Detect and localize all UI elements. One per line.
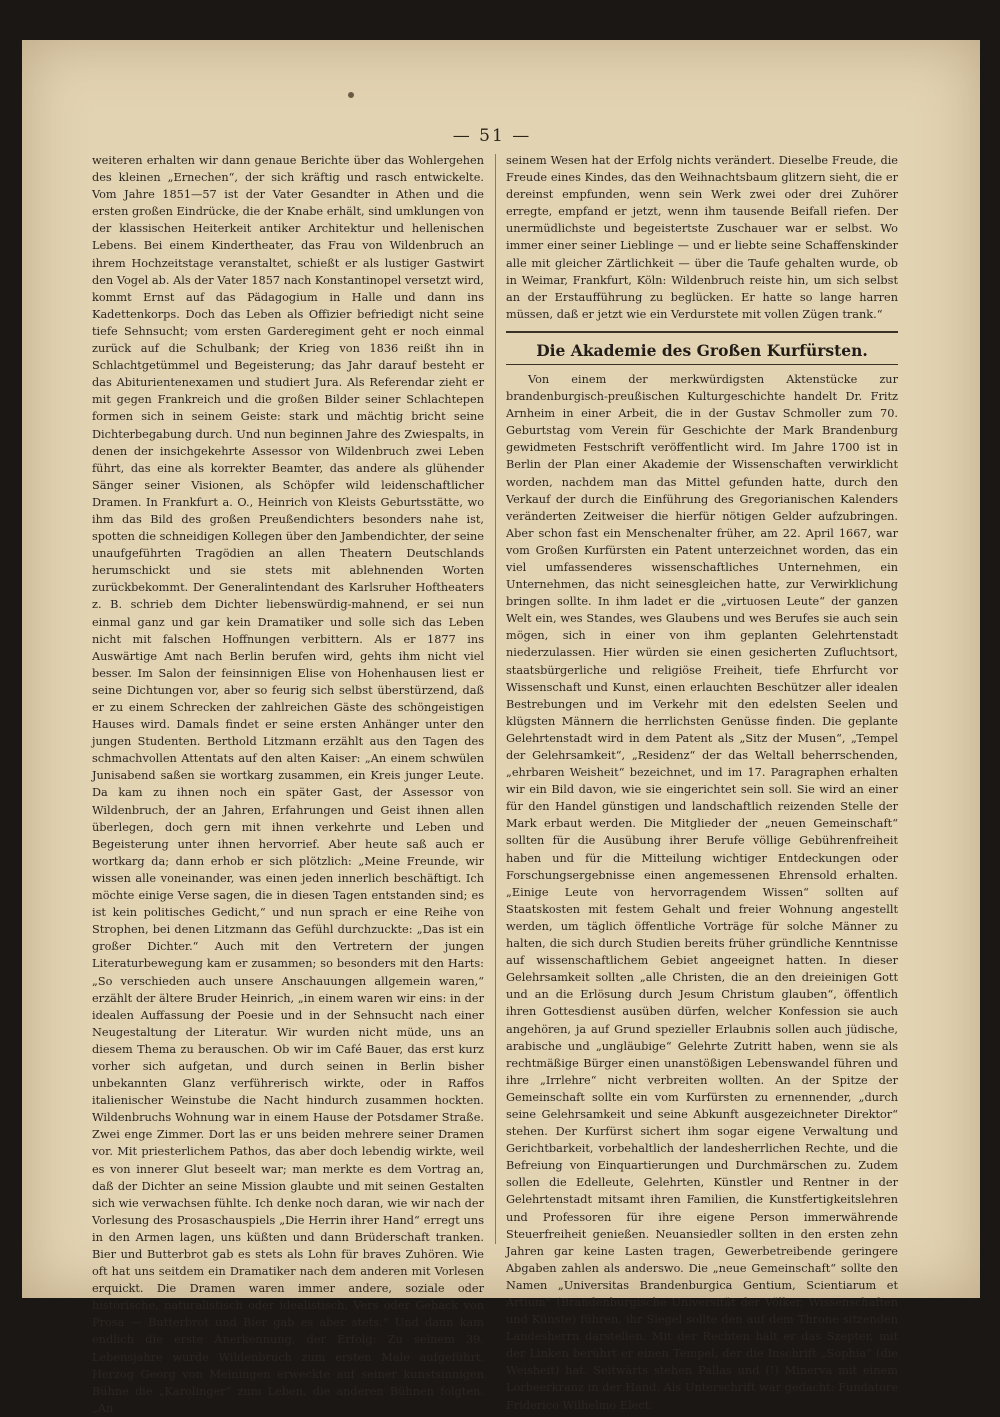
- article-paragraph: Von einem der merkwürdigsten Aktenstücke zur brandenburgisch-preußischen Kulturgeschichte handelt Dr. Fritz Arnheim in einer Arbeit, die in der Gustav Schmoller zum 70. Geburtstag vom Verein für Geschichte der Mark Brandenburg gewidmeten Festschrift veröffentlicht wird. Im Jahre 1700 ist in Berlin der Plan einer Akademie der Wissenschaften verwirklicht worden, nachdem man das Mittel gefunden hatte, durch den Verkauf der durch die Einführung des Gregorianischen Kalenders veränderten Zeitweiser die hierfür nötigen Gelder aufzubringen. Aber schon fast ein Menschenalter früher, am 22. April 1667, war vom Großen Kurfürsten ein Patent unterzeichnet worden, das ein viel umfassenderes wissenschaftliches Unternehmen, ein Unternehmen, das nicht seinesgleichen hatte, zur Verwirklichung bringen sollte. In ihm ladet er die „virtuosen Leute“ der ganzen Welt ein, wes Standes, wes Glaubens und wes Berufes sie auch sein mögen, sich in einer von ihm geplanten Gelehrtenstadt niederzulassen. Hier würden sie einen gesicherten Zufluchtsort, staatsbürgerliche und religiöse Freiheit, tiefe Ehrfurcht vor Wissenschaft und Kunst, einen erlauchten Beschützer aller idealen Bestrebungen und im Verkehr mit den edelsten Seelen und klügsten Männern die herrlichsten Genüsse finden. Die geplante Gelehrtenstadt wird in dem Patent als „Sitz der Musen“, „Tempel der Gelehrsamkeit“, „Residenz“ der das Weltall beherrschenden, „ehrbaren Weisheit“ bezeichnet, und im 17. Paragraphen erhalten wir ein Bild davon, wie sie eingerichtet sein soll. Sie wird an einer für den Handel günstigen und landschaftlich reizenden Stelle der Mark erbaut werden. Die Mitglieder der „neuen Gemeinschaft“ sollten für die Ausübung ihrer Berufe völlige Gebührenfreiheit haben und für die Mitteilung wichtiger Entdeckungen oder Forschungsergebnisse einen angemessenen Ehrensold erhalten. „Einige Leute von hervorragendem Wissen“ sollten auf Staatskosten mit festem Gehalt und freier Wohnung angestellt werden, um täglich öffentliche Vorträge für solche Männer zu halten, die sich durch Studien bereits früher gründliche Kenntnisse auf wissenschaftlichem Gebiet angeeignet hatten. In dieser Gelehrsamkeit sollten „alle Christen, die an den dreieinigen Gott und an die Erlösung durch Jesum Christum glauben“, öffentlich ihren Gottesdienst ausüben dürfen, welcher Konfession sie auch angehören, ja auf Grund spezieller Erlaubnis sollen auch jüdische, arabische und „ungläubige“ Gelehrte Zutritt haben, wenn sie als rechtmäßige Bürger einen unanstößigen Lebenswandel führen und ihre „Irrlehre“ nicht verbreiten wollten. An der Spitze der Gemeinschaft sollte ein vom Kurfürsten zu ernennender, „durch seine Gelehrsamkeit und seine Abkunft ausgezeichneter Direktor“ stehen. Der Kurfürst sichert ihm sogar eigene Verwaltung und Gerichtbarkeit, vorbehaltlich der landesherrlichen Rechte, und die Befreiung von Einquartierungen und Durchmärschen zu. Zudem sollen die Edelleute, Gelehrten, Künstler und Rentner in der Gelehrtenstadt mitsamt ihren Familien, die Kunstfertigkeitslehren und Professoren für ihre eigene Person immerwährende Steuerfreiheit genießen. Neuansiedler sollten in den ersten zehn Jahren gar keine Lasten tragen, Gewerbetreibende geringere Abgaben zahlen als anderswo. Die „neue Gemeinschaft“ sollte den Namen „Universitas Brandenburgica Gentium, Scientiarum et Artium“ (Brandenburgische Universität der Völker, Wissenschaften und Künste) führen, ihr Siegel sollte den auf dem Throne sitzenden Landesherrn darstellen. Mit der Rechten hält er das Szepter, mit der Linken berührt er einen Tempel, der die Inschrift „Sophia“ (die Weisheit) hat. Seitwärts stehen Pallas und (!) Minerva mit einem Lorbeerkranz in der Hand. Als Unterschrift war gedacht: Fundatore Friderico Wilhelmo Elect.: [506, 372, 898, 1412]
- newspaper-page: [22, 40, 980, 1415]
- title-underline: [506, 364, 898, 365]
- left-paragraph: weiteren erhalten wir dann genaue Berichte über das Wohlergehen des kleinen „Ernechen“, der sich kräftig und rasch entwickelte. Vom Jahre 1851—57 ist der Vater Gesandter in Athen und die ersten großen Eindrücke, die der Knabe erhält, sind umklungen von der klassischen Heiterkeit antiker Architektur und hellenischen Lebens. Bei einem Kindertheater, das Frau von Wildenbruch an ihrem Hochzeitstage veranstaltet, schießt er als lustiger Gastwirt den Vogel ab. Als der Vater 1857 nach Konstantinopel versetzt wird, kommt Ernst auf das Pädagogium in Halle und dann ins Kadettenkorps. Doch das Leben als Offizier befriedigt nicht seine tiefe Sehnsucht; vom ersten Garderegiment geht er noch einmal zurück auf die Schulbank; der Krieg von 1836 reißt ihn in Schlachtgetümmel und Begeisterung; das Jahr darauf besteht er das Abiturientenexamen und studiert Jura. Als Referendar zieht er mit gegen Frankreich und die großen Bilder seiner Schlachtepen formen sich in seinem Geiste: stark und mächtig bricht seine Dichterbegabung durch. Und nun beginnen Jahre des Zwiespalts, in denen der insichgekehrte Assessor von Wildenbruch zwei Leben führt, das eine als korrekter Beamter, das andere als glühender Sänger seiner Visionen, als Schöpfer wild leidenschaftlicher Dramen. In Frankfurt a. O., Heinrich von Kleists Geburtsstätte, wo ihm das Bild des großen Preußendichters besonders nahe ist, spotten die schneidigen Kollegen über den Jambendichter, der seine unaufgeführten Tragödien an allen Theatern Deutschlands herumschickt und sie stets mit ablehnenden Worten zurückbekommt. Der Generalintendant des Karlsruher Hoftheaters z. B. schrieb dem Dichter liebenswürdig-mahnend, er sei nun einmal ganz und gar kein Dramatiker und solle sich das Leben nicht mit falschen Hoffnungen verbittern. Als er 1877 ins Auswärtige Amt nach Berlin berufen wird, gehts ihm nicht viel besser. Im Salon der feinsinnigen Elise von Hohenhausen liest er seine Dichtungen vor, aber so feurig sich selbst überstürzend, daß er zu einem Schrecken der zahlreichen Gäste des schöngeistigen Hauses wird. Damals findet er seine ersten Anhänger unter den jungen Studenten. Berthold Litzmann erzählt aus den Tagen des schmachvollen Attentats auf den alten Kaiser: „An einem schwülen Junisabend saßen sie wortkarg zusammen, ein Kreis junger Leute. Da kam zu ihnen noch ein später Gast, der Assessor von Wildenbruch, der an Jahren, Erfahrungen und Geist ihnen allen überlegen, doch gern mit ihnen verkehrte und Leben und Begeisterung unter ihnen hervorrief. Aber heute saß auch er wortkarg da; dann erhob er sich plötzlich: „Meine Freunde, wir wissen alle voneinander, was einen jeden innerlich beschäftigt. Ich möchte einige Verse sagen, die in diesen Tagen entstanden sind; es ist kein politisches Gedicht,“ und nun sprach er eine Reihe von Strophen, bei denen Litzmann das Gefühl durchzuckte: „Das ist ein großer Dichter.“ Auch mit den Vertretern der jungen Literaturbewegung kam er zusammen; so besonders mit den Harts: „So verschieden auch unsere Anschauungen allgemein waren,“ erzählt der ältere Bruder Heinrich, „in einem waren wir eins: in der idealen Auffassung der Poesie und in der Sehnsucht nach einer Neugestaltung der Literatur. Wir wurden nicht müde, uns an diesem Thema zu berauschen. Ob wir im Café Bauer, das erst kurz vorher sich aufgetan, und durch seinen in Berlin bisher unbekannten Glanz verführerisch wirkte, oder in Raffos italienischer Weinstube die Nacht hindurch zusammen hockten. Wildenbruchs Wohnung war in einem Hause der Potsdamer Straße. Zwei enge Zimmer. Dort las er uns beiden mehrere seiner Dramen vor. Mit priesterlichem Pathos, das aber doch lebendig wirkte, weil es von innerer Glut beseelt war; man merkte es dem Vortrag an, daß der Dichter an seine Mission glaubte und mit seinen Gestalten sich wie verwachsen fühlte. Ich denke noch daran, wie wir nach der Vorlesung des Prosaschauspiels „Die Herrin ihrer Hand“ erregt uns in den Armen lagen, uns küßten und dann Brüderschaft tranken. Bier und Butterbrot gab es stets als Lohn für braves Zuhören. Wie oft hat uns seitdem ein Dramatiker nach dem anderen mit Vorlesen erquickt. Die Dramen waren immer andere, soziale oder historische, naturalistisch oder idealistisch, Vers oder Gehack von Prosa — Butterbrot und Bier gab es aber stets.“ Und dann kam endlich die erste Anerkennung, der Erfolg: Zu seinem 39. Lebensjahre wurde Wildenbruch zum ersten Male aufgeführt. Herzog Georg von Meiningen erweckte auf seiner kunstsinnigen Bühne die „Karolinger“ zum Leben, die anderen Bühnen folgten. „An: [92, 154, 484, 1415]
- section-rule: [506, 331, 898, 333]
- ink-dot: [348, 92, 354, 98]
- right-column: [506, 152, 898, 1414]
- article-title: Die Akademie des Großen Kurfürsten.: [536, 340, 868, 360]
- continuation-paragraph: seinem Wesen hat der Erfolg nichts verändert. Dieselbe Freude, die Freude eines Kindes, das den Weihnachtsbaum glitzern sieht, die er dereinst empfunden, wenn sein Werk zwei oder drei Zuhörer erregte, empfand er jetzt, wenn ihm tausende Beifall riefen. Der unermüdlichste und begeistertste Zuschauer war er selbst. Wo immer einer seiner Lieblinge — und er liebte seine Schaffenskinder alle mit gleicher Zärtlichkeit — über die Taufe gehalten wurde, ob in Weimar, Frankfurt, Köln: Wildenbruch reiste hin, um sich selbst an der Erstaufführung zu beglücken. Er hatte so lange harren müssen, daß er jetzt wie ein Verdurstete mit vollen Zügen trank.“: [506, 154, 898, 321]
- page-number: — 51 —: [452, 126, 532, 146]
- column-divider: [495, 154, 496, 1244]
- left-column: [92, 152, 484, 1417]
